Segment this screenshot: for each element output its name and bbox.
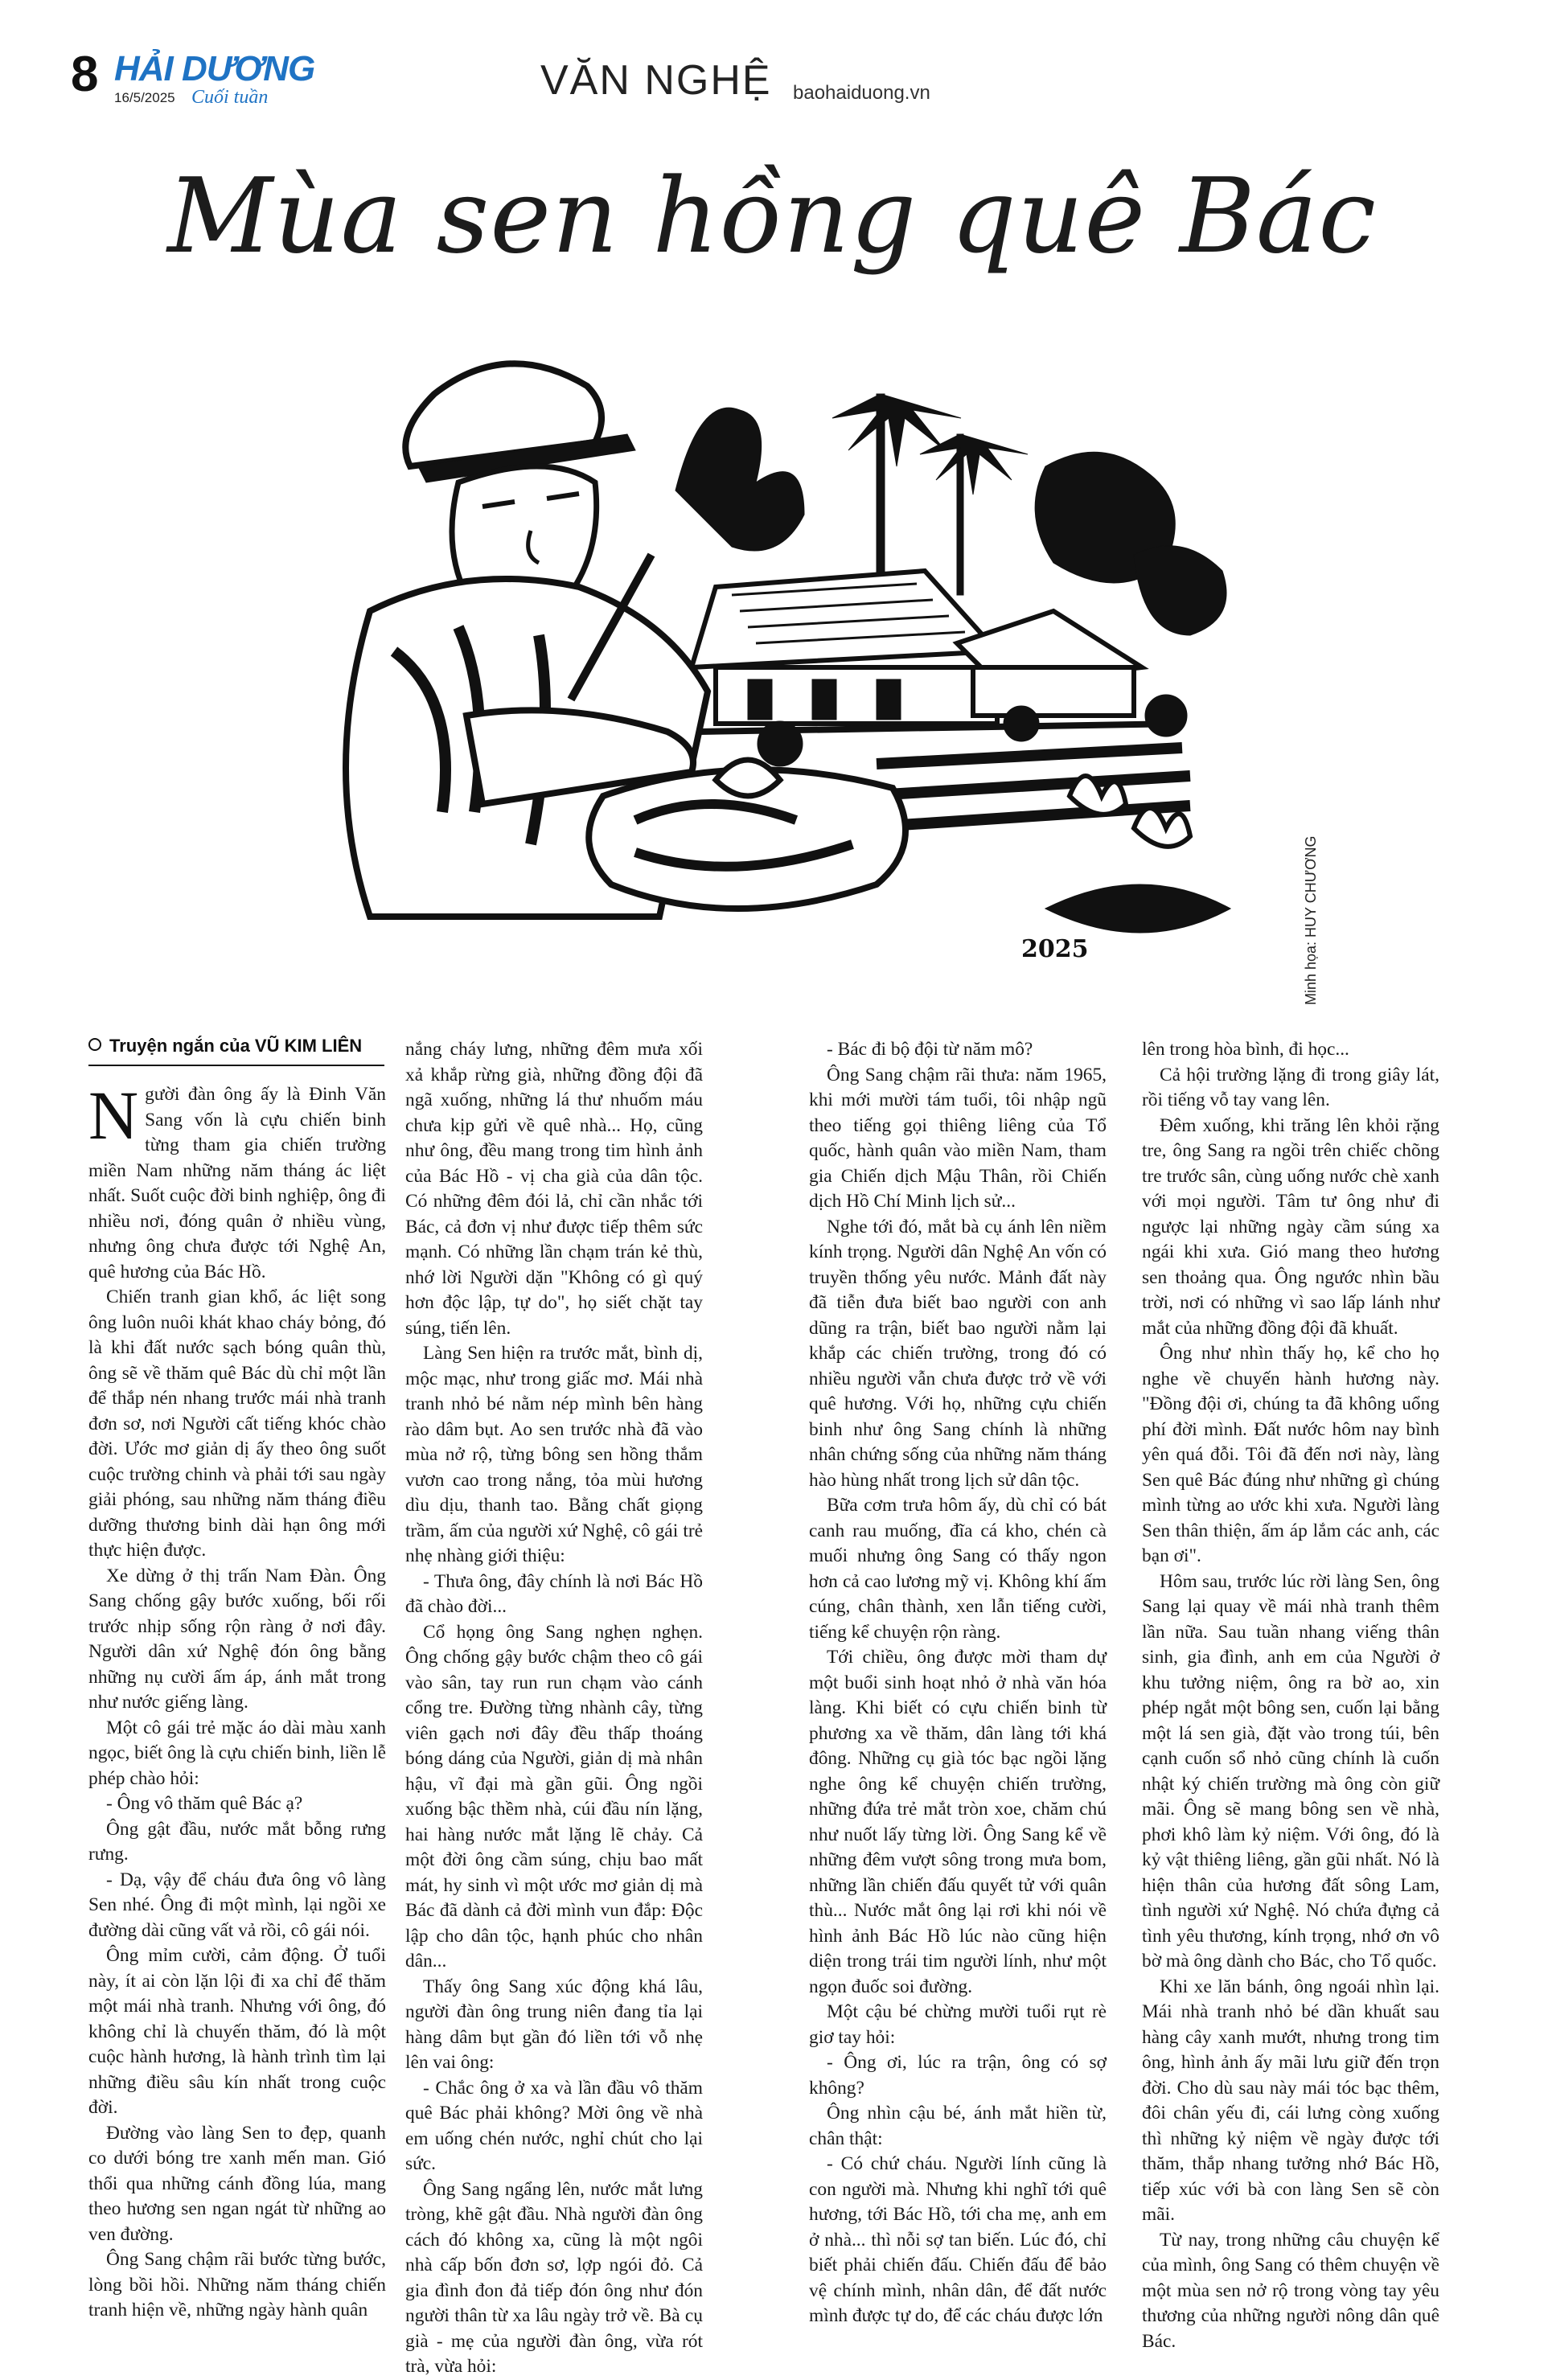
paragraph: - Thưa ông, đây chính là nơi Bác Hồ đã chào đời...	[405, 1570, 703, 1617]
masthead-logo: HẢI DƯƠNG	[114, 49, 315, 88]
page-number: 8	[71, 47, 99, 102]
article-column-3	[809, 1037, 1107, 2326]
lotus-bud	[716, 760, 780, 796]
paragraph: Từ nay, trong những câu chuyện kể của mình, ông Sang có thêm chuyện về một mùa sen nở rộ trong vòng tay yêu thương của những người nông dân quê Bác.	[1142, 2229, 1439, 2352]
bullet-circle-icon	[88, 1038, 101, 1051]
paragraph: Bữa cơm trưa hôm ấy, dù chỉ có bát canh rau muống, đĩa cá kho, chén cà muối nhưng ông Sang có thấy ngon hơn cả cao lương mỹ vị. Không khí ấm cúng, chân thành, xen lẫn tiếng cười, tiếng kể chuyện rộn ràng.	[809, 1495, 1107, 1643]
paragraph: Một cậu bé chừng mười tuổi rụt rè giơ tay hỏi:	[809, 2001, 1107, 2048]
article-column-1	[88, 1077, 386, 2320]
section-title: VĂN NGHỆ	[540, 57, 772, 104]
tree-far-right	[1134, 546, 1226, 635]
paragraph: Nghe tới đó, mắt bà cụ ánh lên niềm kính trọng. Người dân Nghệ An vốn có truyền thống yêu nước. Mảnh đất này đã tiễn đưa biết bao người con anh dũng ra trận, biết bao người nằm lại khắp các chiến trường, trong đó có nhiều người vẫn chưa được trở về với quê hương. Với họ, những cựu chiến binh như ông Sang chính là những nhân chứng sống của những năm tháng hào hùng nhất trong lịch sử dân tộc.	[809, 1216, 1107, 1491]
paragraph: nắng cháy lưng, những đêm mưa xối xả khắp rừng già, những đồng đội đã ngã xuống, những lá thư nhuốm máu chưa kịp gửi về quê nhà... Họ, cũng như ông, đều mang trong tim hình ảnh của Bác Hồ - vị cha già của dân tộc. Có những đêm đói lả, chỉ cần nhắc tới Bác, cả đơn vị như được tiếp thêm sức mạnh. Có những lần chạm trán kẻ thù, nhớ lời Người dặn "Không có gì quý hơn độc lập, tự do", họ siết chặt tay súng, tiến lên.	[405, 1039, 703, 1339]
website-link[interactable]: baohaiduong.vn	[793, 82, 930, 104]
illustration-credit: Minh họa: HUY CHƯƠNG	[1303, 835, 1319, 1005]
paragraph: - Ông vô thăm quê Bác ạ?	[106, 1793, 303, 1814]
ink-illustration	[298, 346, 1246, 989]
illustration-signature: 2025	[1021, 935, 1089, 963]
paragraph: - Ông ơi, lúc ra trận, ông có sợ không?	[809, 2052, 1107, 2099]
article-column-4	[1142, 1037, 1439, 2352]
issue-subtitle: Cuối tuần	[191, 87, 269, 108]
paragraph: Đường vào làng Sen to đẹp, quanh co dưới bóng tre xanh mến man. Gió thổi qua những cánh đồng lúa, mang theo hương sen ngan ngát từ những ao ven đường.	[88, 2122, 386, 2245]
issue-date: 16/5/2025	[114, 90, 175, 105]
paragraph: Tới chiều, ông được mời tham dự một buổi sinh hoạt nhỏ ở nhà văn hóa làng. Khi biết có cựu chiến binh từ phương xa về thăm, dân làng tới khá đông. Những cụ già tóc bạc ngồi lặng nghe ông kể chuyện chiến trường, những đứa trẻ mắt tròn xoe, chăm chú như nuốt lấy từng lời. Ông Sang kể về những đêm vượt sông trong mưa bom, những lần chiến đấu quyết tử với quân thù... Nước mắt ông lại rơi khi nói về hình ảnh Bác Hồ lúc nào cũng hiện diện trong trái tim người lính, như một ngọn đuốc soi đường.	[809, 1647, 1107, 1997]
house-roof-main	[692, 571, 997, 667]
paragraph: - Chắc ông ở xa và lần đầu vô thăm quê Bác phải không? Mời ông về nhà em uống chén nước, nghỉ chút cho lại sức.	[405, 2077, 703, 2174]
byline	[88, 1036, 362, 1057]
paragraph: Ông như nhìn thấy họ, kể cho họ nghe về chuyến hành hương này. "Đồng đội ơi, chúng ta đã không uổng phí đời mình. Đất nước hôm nay bình yên quá đỗi. Tôi đã đến nơi này, làng Sen quê Bác đúng như những gì chúng mình từng ao ước khi xưa. Người làng Sen thân thiện, ấm áp lắm các anh, các bạn ơi".	[1142, 1343, 1439, 1566]
palm-crown-1	[832, 394, 961, 466]
tree-left	[676, 408, 804, 551]
paragraph: Ông nhìn cậu bé, ánh mắt hiền từ, chân thật:	[809, 2103, 1107, 2149]
paragraph: Xe dừng ở thị trấn Nam Đàn. Ông Sang chống gậy bước xuống, bối rối trước nhịp sống rộn ràng ở nơi đây. Người dân xứ Nghệ đón ông bằng những nụ cười ấm áp, ánh mắt trong như nước giếng làng.	[88, 1565, 386, 1713]
paragraph: Ông Sang chậm rãi thưa: năm 1965, khi mới mười tám tuổi, tôi nhập ngũ theo tiếng gọi thiêng liêng của Tổ quốc, hành quân vào miền Nam, tham gia Chiến dịch Mậu Thân, rồi Chiến dịch Hồ Chí Minh lịch sử...	[809, 1064, 1107, 1212]
paragraph: Ông Sang ngẩng lên, nước mắt lưng tròng, khẽ gật đầu. Nhà người đàn ông cách đó không xa, cũng là một ngôi nhà cấp bốn đơn sơ, lợp ngói đỏ. Cả gia đình đon đả tiếp đón ông như đón người thân từ xa lâu ngày trở về. Bà cụ già - mẹ của người đàn ông, vừa rót trà, vừa hỏi:	[405, 2178, 703, 2377]
lotus-leaf	[1045, 884, 1230, 933]
paragraph: - Bác đi bộ đội từ năm mô?	[827, 1039, 1033, 1060]
paragraph: Cổ họng ông Sang nghẹn nghẹn. Ông chống gậy bước chậm theo cô gái vào sân, tay run run chạm vào cánh cổng tre. Đường từng nhành cây, từng viên gạch nơi đây đều thấp thoáng bóng dáng của Người, giản dị mà nhân hậu, vĩ đại mà gần gũi. Ông ngồi xuống bậc thềm nhà, cúi đầu nín lặng, hai hàng nước mắt lặng lẽ chảy. Cả một đời ông cầm súng, chịu bao mất mát, hy sinh vì một ước mơ giản dị mà Bác đã dành cả đời mình vun đắp: Độc lập cho dân tộc, hạnh phúc cho nhân dân...	[405, 1621, 703, 1972]
paragraph: Đêm xuống, khi trăng lên khỏi rặng tre, ông Sang ra ngồi trên chiếc chõng tre trước sân, cùng uống nước chè xanh với mọi người. Tâm tư ông như đi ngược lại những ngày cầm súng xa ngái khi xưa. Gió mang theo hương sen thoảng qua. Ông ngước nhìn bầu trời, nơi có những vì sao lấp lánh như mắt của những đồng đội đã khuất.	[1142, 1114, 1439, 1339]
article-title: Mùa sen hồng quê Bác	[167, 157, 1377, 277]
lotus-flower-2	[1134, 808, 1190, 847]
paragraph: Ông mỉm cười, cảm động. Ở tuổi này, ít ai còn lặn lội đi xa chỉ để thăm một mái nhà tranh. Nhưng với ông, đó không chỉ là chuyến thăm, đó là một cuộc hành hương, là hành trình tìm lại những điều sâu kín nhất trong cuộc đời.	[88, 1945, 386, 2118]
article-column-2	[405, 1037, 703, 2377]
drop-cap: N	[88, 1077, 139, 1154]
paragraph: Hôm sau, trước lúc rời làng Sen, ông Sang lại quay về mái nhà tranh thêm lần nữa. Sau tuần nhang viếng thân sinh, gia đình, anh em của Người ở khu tưởng niệm, ông ra bờ ao, xin phép ngắt một bông sen, cuốn lại bằng một lá sen già, đặt vào trong túi, bên cạnh cuốn sổ nhỏ cũng chính là cuốn nhật ký chiến trường mà ông còn giữ mãi. Ông sẽ mang bông sen về nhà, phơi khô làm kỷ niệm. Với ông, đó là kỷ vật thiêng liêng, gần gũi nhất. Nó là hiện thân của hương đất sông Lam, tình người xứ Nghệ. Nó chứa đựng cả tình yêu thương, kính trọng, nhớ ơn vô bờ mà ông dành cho Bác, cho Tổ quốc.	[1142, 1570, 1439, 1972]
paragraph: Ông Sang chậm rãi bước từng bước, lòng bồi hồi. Những năm tháng chiến tranh hiện về, những ngày hành quân	[88, 2249, 386, 2320]
paragraph: - Dạ, vậy để cháu đưa ông vô làng Sen nhé. Ông đi một mình, lại ngồi xe đường dài cũng vất vả rồi, cô gái nói.	[88, 1869, 386, 1941]
paragraph: Ông gật đầu, nước mắt bỗng rưng rưng.	[88, 1818, 386, 1865]
paragraph: - Có chứ cháu. Người lính cũng là con người mà. Nhưng khi nghĩ tới quê hương, tới Bác Hồ, tới cha mẹ, anh em ở nhà... thì nỗi sợ tan biến. Lúc đó, chỉ biết phải chiến đấu. Chiến đấu để bảo vệ chính mình, nhân dân, để đất nước mình được tự do, để các cháu được lớn	[809, 2153, 1107, 2326]
paragraph: Khi xe lăn bánh, ông ngoái nhìn lại. Mái nhà tranh nhỏ bé dần khuất sau hàng cây xanh mướt, nhưng trong tim ông, hình ảnh ấy mãi lưu giữ đến trọn đời. Cho dù sau này mái tóc bạc thêm, đôi chân yếu đi, cái lưng còng xuống thì những kỷ niệm về ngày được tới thăm, thắp nhang tưởng nhớ Bác Hồ, tiếp xúc với bà con làng Sen sẽ còn mãi.	[1142, 1976, 1439, 2225]
paragraph: Làng Sen hiện ra trước mắt, bình dị, mộc mạc, như trong giấc mơ. Mái nhà tranh nhỏ bé nằm nép mình bên hàng rào dâm bụt. Ao sen trước nhà đã vào mùa nở rộ, từng bông sen hồng thắm vươn cao trong nắng, tỏa mùi hương dìu dịu, thanh tao. Bằng chất giọng trầm, ấm của người xứ Nghệ, cô gái trẻ nhẹ nhàng giới thiệu:	[405, 1343, 703, 1566]
paragraph: lên trong hòa bình, đi học...	[1142, 1039, 1349, 1060]
byline-text: Truyện ngắn của VŨ KIM LIÊN	[109, 1036, 363, 1056]
paragraph: Người đàn ông ấy là Đinh Văn Sang vốn là cựu chiến binh từng tham gia chiến trường miền Nam những năm tháng ác liệt nhất. Suốt cuộc đời binh nghiệp, ông đi nhiều nơi, đóng quân ở nhiều vùng, nhưng ông chưa được tới Nghệ An, quê hương của Bác Hồ.	[88, 1077, 386, 1282]
paragraph: Chiến tranh gian khổ, ác liệt song ông luôn nuôi khát khao cháy bỏng, đó là khi đất nước sạch bóng quân thù, ông sẽ về thăm quê Bác dù chỉ một lần để thắp nén nhang trước mái nhà tranh đơn sơ, nơi Người cất tiếng khóc chào đời. Ước mơ giản dị ấy theo ông suốt cuộc trường chinh và phải tới sau ngày giải phóng, sau những năm tháng điều dưỡng thương binh dài hạn ông mới thực hiện được.	[88, 1286, 386, 1561]
paragraph: Một cô gái trẻ mặc áo dài màu xanh ngọc, biết ông là cựu chiến binh, liền lễ phép chào hỏi:	[88, 1717, 386, 1789]
paragraph: Cả hội trường lặng đi trong giây lát, rồi tiếng vỗ tay vang lên.	[1142, 1064, 1439, 1110]
paragraph: Thấy ông Sang xúc động khá lâu, người đàn ông trung niên đang tỉa lại hàng dâm bụt gần đó liền tới vỗ nhẹ lên vai ông:	[405, 1976, 703, 2073]
byline-rule	[88, 1065, 384, 1066]
